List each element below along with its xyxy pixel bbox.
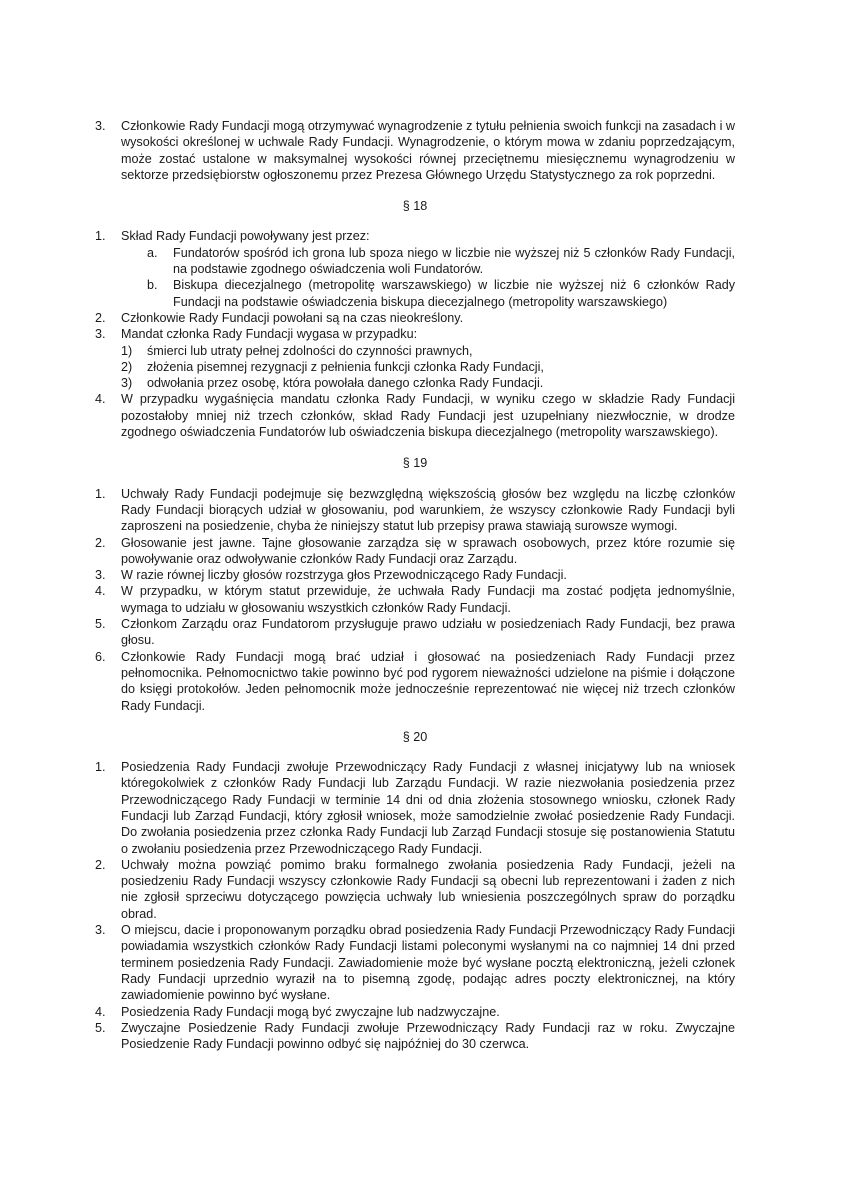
item-number: 3. — [95, 119, 106, 133]
item-number: 1. — [95, 760, 106, 775]
list-item — [95, 649, 735, 714]
sub-item-number: 2) — [121, 359, 133, 374]
list-item — [95, 759, 735, 857]
item-text: Członkom Zarządu oraz Fundatorom przysługuje prawo udziału w posiedzeniach Rady Fundacji, bez prawa głosu. — [121, 617, 735, 648]
list-item — [95, 486, 735, 535]
item-text: Zwyczajne Posiedzenie Rady Fundacji zwołuje Przewodniczący Rady Fundacji raz w roku. Zwyczajne Posiedzenie Rady Fundacji powinno odbyć się najpóźniej do 30 czerwca. — [121, 1020, 735, 1052]
sub-item-number: 1) — [121, 343, 133, 358]
item-text: Mandat członka Rady Fundacji wygasa w przypadku: — [121, 327, 418, 342]
sub-item — [95, 375, 735, 391]
item-number: 5. — [95, 617, 106, 632]
sub-item — [95, 359, 735, 375]
item-number: 2. — [95, 535, 106, 550]
item-text: W przypadku wygaśnięcia mandatu członka Rady Fundacji, w wyniku czego w składzie Rady Fundacji pozostałoby mniej niż trzech członków, skład Rady Fundacji jest uzupełniany niezwłocznie, w drodze zgodnego oświadczenia Fundatorów lub oświadczenia biskupa diecezjalnego (metropolity warszawskiego). — [121, 392, 735, 440]
item-text: Posiedzenia Rady Fundacji mogą być zwyczajne lub nadzwyczajne. — [121, 1004, 500, 1019]
item-text: W razie równej liczby głosów rozstrzyga głos Przewodniczącego Rady Fundacji. — [121, 568, 567, 583]
section-heading-18: § 18 — [402, 199, 428, 214]
item-number: 2. — [95, 310, 106, 325]
sub-item-text: Fundatorów spośród ich grona lub spoza niego w liczbie nie wyższej niż 5 członków Rady Fundacji, na podstawie zgodnego oświadczenia woli Fundatorów. — [173, 245, 735, 277]
item-text: W przypadku, w którym statut przewiduje, że uchwała Rady Fundacji ma zostać podjęta jednomyślnie, wymaga to udziału w głosowaniu wszystkich członków Rady Fundacji. — [121, 584, 735, 615]
item-text: Posiedzenia Rady Fundacji zwołuje Przewodniczący Rady Fundacji z własnej inicjatywy lub na wniosek któregokolwiek z członków Rady Fundacji lub Zarządu Fundacji. W razie niezwołania posiedzenia przez Przewodniczącego Rady Fundacji w terminie 14 dni od dnia złożenia stosownego wniosku, członek Rady Fundacji lub Zarząd Fundacji, który zgłosił wniosek, może samodzielnie zwołać posiedzenie Rady Fundacji. Do zwołania posiedzenia przez członka Rady Fundacji lub Zarząd Fundacji stosuje się postanowienia Statutu o zwołaniu posiedzenia przez Przewodniczącego Rady Fundacji. — [121, 760, 735, 856]
item-text: Głosowanie jest jawne. Tajne głosowanie zarządza się w sprawach osobowych, przez które rozumie się powoływanie oraz odwoływanie członków Rady Fundacji oraz Zarządu. — [121, 535, 735, 566]
item-number: 4. — [95, 1004, 106, 1019]
item-number: 1. — [95, 229, 106, 244]
item-text: Skład Rady Fundacji powoływany jest przez: — [121, 229, 370, 244]
sub-item-text: śmierci lub utraty pełnej zdolności do czynności prawnych, — [147, 343, 473, 358]
item-number: 3. — [95, 327, 106, 342]
sub-item-letter: a. — [147, 245, 158, 260]
sub-item-letter: b. — [147, 278, 158, 293]
section-heading-20: § 20 — [402, 729, 428, 744]
item-number: 2. — [95, 857, 106, 872]
sub-item-text: złożenia pisemnej rezygnacji z pełnienia funkcji członka Rady Fundacji, — [147, 359, 544, 374]
list-item — [95, 1020, 735, 1053]
list-item — [95, 857, 735, 922]
list-item — [95, 535, 735, 568]
list-item — [95, 391, 735, 440]
item-number: 1. — [95, 486, 106, 501]
item-text: Członkowie Rady Fundacji mogą otrzymywać wynagrodzenie z tytułu pełnienia swoich funkcji na zasadach i w wysokości określonej w uchwale Rady Fundacji. Wynagrodzenie, o którym mowa w zdaniu poprzedzającym, może zostać ustalone w maksymalnej wysokości równej przeciętnemu miesięcznemu wynagrodzeniu w sektorze przedsiębiorstw ogłoszonemu przez Prezesa Głównego Urzędu Statystycznego za rok poprzedni. — [121, 119, 735, 182]
list-item — [95, 583, 735, 616]
item-number: 4. — [95, 392, 106, 407]
item-text: Członkowie Rady Fundacji mogą brać udział i głosować na posiedzeniach Rady Fundacji przez pełnomocnika. Pełnomocnictwo takie powinno być pod rygorem nieważności udzielone na piśmie i dołączone do księgi protokołów. Jeden pełnomocnik może jednocześnie reprezentować nie więcej niż trzech członków Rady Fundacji. — [121, 649, 735, 713]
sub-item — [95, 245, 735, 278]
item-number: 3. — [95, 923, 106, 938]
item-number: 6. — [95, 649, 106, 664]
list-item — [95, 1004, 735, 1020]
item-number: 3. — [95, 568, 106, 583]
item-text: Uchwały można powziąć pomimo braku formalnego zwołania posiedzenia Rady Fundacji, jeżeli na posiedzeniu Rady Fundacji wszyscy członkowie Rady Fundacji są obecni lub reprezentowani i żaden z nich nie zgłosił sprzeciwu dotyczącego powzięcia uchwały lub wniesienia poszczególnych spraw do porządku obrad. — [121, 857, 735, 921]
list-item — [95, 228, 735, 244]
list-item — [95, 310, 735, 326]
list-item — [95, 616, 735, 649]
sub-item — [95, 343, 735, 359]
sub-item-text: odwołania przez osobę, która powołała danego członka Rady Fundacji. — [147, 376, 544, 391]
list-item — [95, 922, 735, 1003]
item-text: Uchwały Rady Fundacji podejmuje się bezwzględną większością głosów bez względu na liczbę członków Rady Fundacji biorących udział w głosowaniu, pod warunkiem, że wszyscy członkowie Rady Fundacji byli zaproszeni na posiedzenie, chyba że niniejszy statut lub przepisy prawa stawiają surowsze wymogi. — [121, 486, 735, 534]
sub-item-number: 3) — [121, 376, 133, 391]
list-item — [95, 326, 735, 342]
document-body — [95, 118, 735, 1052]
sub-item — [95, 277, 735, 310]
item-number: 4. — [95, 584, 106, 599]
section-heading-19: § 19 — [402, 456, 428, 471]
item-text: O miejscu, dacie i proponowanym porządku obrad posiedzenia Rady Fundacji Przewodniczący Rady Fundacji powiadamia wszystkich członków Rady Fundacji listami poleconymi wysłanymi na co najmniej 14 dni przed terminem posiedzenia Rady Fundacji. Zawiadomienie może być wysłane pocztą elektroniczną, jeżeli członek Rady Fundacji uprzednio wyraził na to pisemną zgodę, podając adres poczty elektronicznej, na który zawiadomienie powinno być wysłane. — [121, 923, 735, 1003]
list-item — [95, 118, 735, 183]
sub-item-text: Biskupa diecezjalnego (metropolitę warszawskiego) w liczbie nie wyższej niż 6 członków Rady Fundacji na podstawie oświadczenia biskupa diecezjalnego (metropolity warszawskiego) — [173, 278, 735, 309]
item-text: Członkowie Rady Fundacji powołani są na czas nieokreślony. — [121, 310, 464, 325]
list-item — [95, 567, 735, 583]
item-number: 5. — [95, 1020, 106, 1035]
